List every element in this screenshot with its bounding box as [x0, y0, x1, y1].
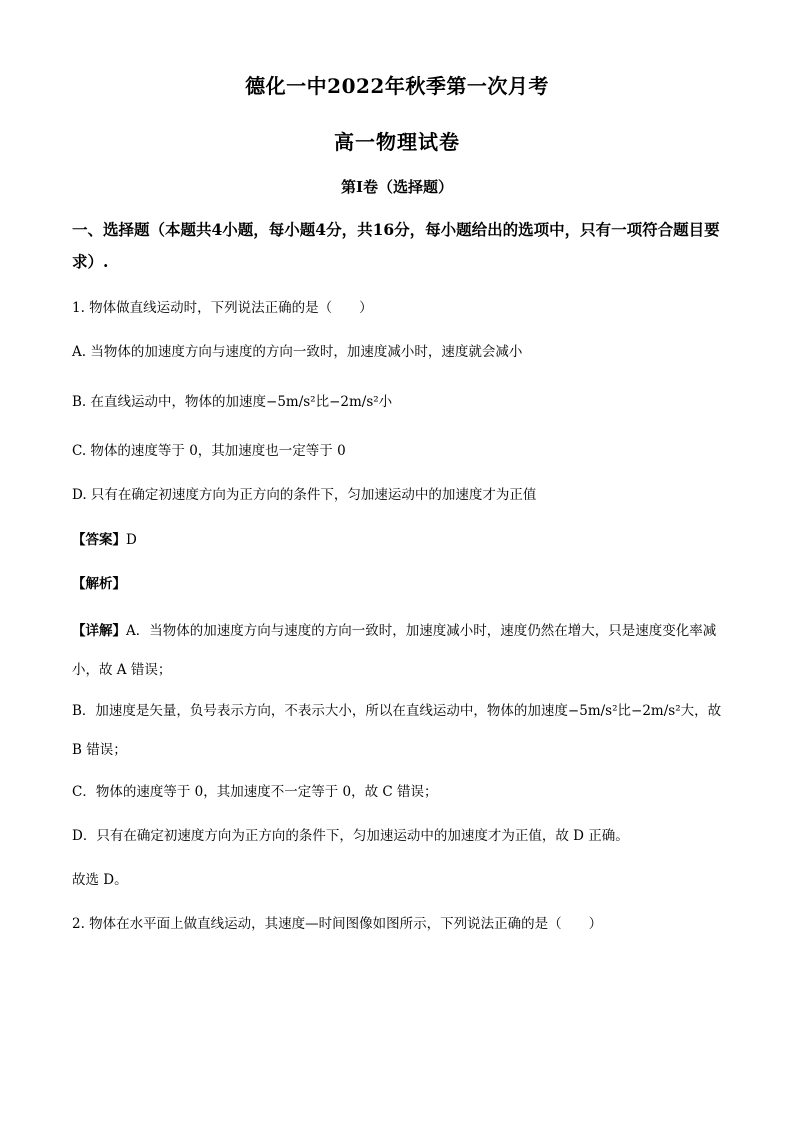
- analysis-label: 【解析】: [72, 576, 126, 592]
- answer-line: [72, 530, 732, 550]
- analysis-tag: [72, 574, 732, 594]
- volume-title: 第I卷（选择题）: [340, 178, 454, 196]
- answer-value: D: [126, 532, 137, 548]
- question-1-option-a: A. 当物体的加速度方向与速度的方向一致时，加速度减小时，速度就会减小: [72, 344, 523, 360]
- detail-a: [72, 612, 732, 690]
- section-heading: 一、选择题（本题共4小题，每小题4分，共16分，每小题给出的选项中，只有一项符合题目要求）.: [72, 220, 720, 271]
- question-1-stem: 1. 物体做直线运动时，下列说法正确的是（ ）: [72, 300, 373, 316]
- detail-d: D．只有在确定初速度方向为正方向的条件下，匀加速运动中的加速度才为正值，故 D 正确。: [72, 828, 629, 844]
- question-1-option-b: B. 在直线运动中，物体的加速度−5m/s²比−2m/s²小: [72, 394, 393, 410]
- exam-subtitle: 高一物理试卷: [334, 130, 460, 154]
- detail-b: B．加速度是矢量，负号表示方向，不表示大小，所以在直线运动中，物体的加速度−5m/s²比−2m/s²大，故 B 错误；: [72, 703, 722, 758]
- detail-a-text: A．当物体的加速度方向与速度的方向一致时，加速度减小时，速度仍然在增大，只是速度变化率减小，故 A 错误；: [72, 623, 717, 678]
- conclusion: 故选 D。: [72, 872, 128, 888]
- question-1-option-c: C. 物体的速度等于 0，其加速度也一定等于 0: [72, 443, 346, 459]
- answer-tag: 【答案】: [72, 532, 126, 548]
- question-1-option-d: D. 只有在确定初速度方向为正方向的条件下，匀加速运动中的加速度才为正值: [72, 487, 537, 503]
- detail-c: C．物体的速度等于 0，其加速度不一定等于 0，故 C 错误；: [72, 784, 438, 800]
- detail-tag: 【详解】: [72, 623, 126, 639]
- exam-title: 德化一中2022年秋季第一次月考: [245, 74, 549, 98]
- question-2-stem: 2. 物体在水平面上做直线运动，其速度—时间图像如图所示，下列说法正确的是（ ）: [72, 916, 603, 932]
